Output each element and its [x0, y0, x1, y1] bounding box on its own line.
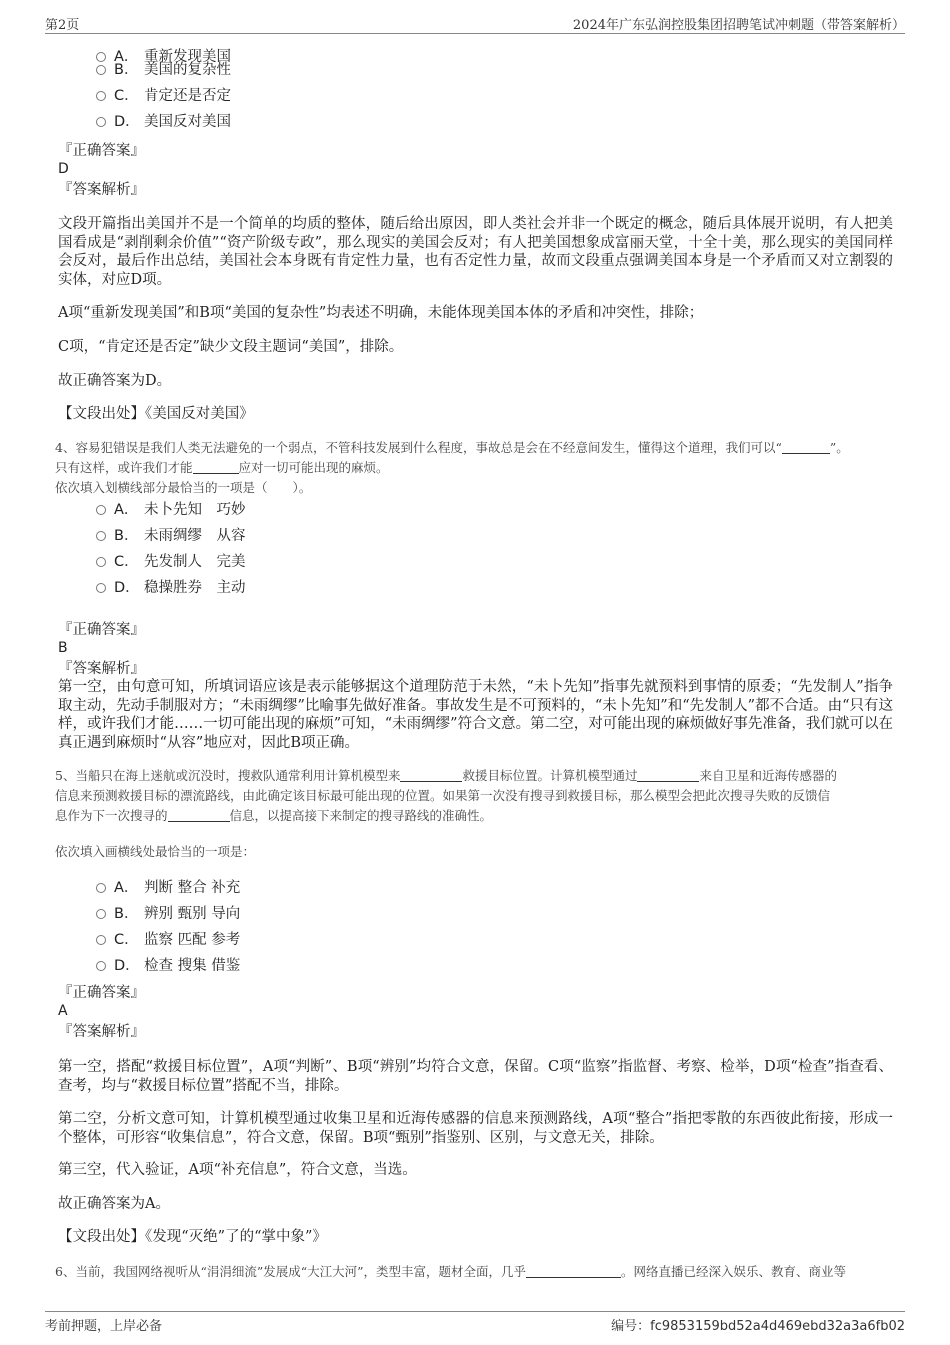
q5-answer: A: [58, 1003, 68, 1019]
radio-icon[interactable]: [96, 505, 106, 515]
q3-option-b[interactable]: B． 美国的复杂性: [96, 60, 231, 80]
header-divider: [45, 33, 905, 34]
q3-source: 【文段出处】《美国反对美国》: [58, 406, 254, 422]
radio-icon[interactable]: [96, 935, 106, 945]
radio-icon[interactable]: [96, 883, 106, 893]
fill-blank: [193, 460, 239, 474]
q3-answer-label: 『正确答案』: [58, 143, 145, 159]
q5-source: 【文段出处】《发现“灭绝”了的“掌中象”》: [58, 1229, 327, 1245]
q4-option-d[interactable]: D． 稳操胜券 主动: [96, 578, 246, 598]
radio-icon[interactable]: [96, 557, 106, 567]
fill-blank: [782, 440, 830, 454]
q5-analysis-paragraph: 故正确答案为A。: [58, 1196, 170, 1212]
q5-option-d[interactable]: D． 检查 搜集 借鉴: [96, 956, 240, 976]
q5-option-b[interactable]: B． 辨别 甄别 导向: [96, 904, 240, 924]
q3-analysis-paragraph: 故正确答案为D。: [58, 373, 172, 389]
q5-analysis-label: 『答案解析』: [58, 1024, 145, 1040]
q3-answer: D: [58, 161, 69, 177]
radio-icon[interactable]: [96, 531, 106, 541]
q5-analysis-paragraph: 第三空，代入验证，A项“补充信息”，符合文意，当选。: [58, 1162, 417, 1178]
document-title: 2024年广东弘润控股集团招聘笔试冲刺题（带答案解析）: [572, 18, 905, 33]
q3-analysis-paragraph: 文段开篇指出美国并不是一个简单的均质的整体，随后给出原因，即人类社会并非一个既定的概念，随后具体展开说明，有人把美国看成是“剥削剩余价值”“资产阶级专政”，那么现实的美国会反对；有人把美国想象成富丽天堂，十全十美，那么现实的美国同样会反对，最后作出总结，美国社会本身既有肯定性力量，也有否定性力量，故而文段重点强调美国本身是一个矛盾而又对立割裂的实体，对应D项。: [58, 216, 893, 288]
q5-analysis-paragraph: 第一空，搭配“救援目标位置”，A项“判断”、B项“辨别”均符合文意，保留。C项“监察”指监督、考察、检举，D项“检查”指查看、查考，均与“救援目标位置”搭配不当，排除。: [58, 1059, 893, 1094]
page-number: 第2页: [45, 18, 80, 33]
q4-stem: 4、容易犯错误是我们人类无法避免的一个弱点，不管科技发展到什么程度，事故总是会在不经意间发生，懂得这个道理，我们可以“ ”。 只有这样，或许我们才能 应对一切可能出现的麻烦。 依次填入划横线部分最恰当的一项是（ ）。: [55, 440, 849, 495]
fill-blank: [400, 768, 462, 782]
q4-option-a[interactable]: A． 未卜先知 巧妙: [96, 500, 246, 520]
q5-stem: 5、当船只在海上迷航或沉没时，搜救队通常利用计算机模型来 救援目标位置。计算机模型通过 来自卫星和近海传感器的 信息来预测救援目标的漂流路线，由此确定该目标最可能出现的位置。如果第一次没有搜寻到救援目标，那么模型会把此次搜寻失败的反馈信 息作为下一次搜寻的 信息，以提高接下来制定的搜寻路线的准确性。: [55, 768, 837, 823]
radio-icon[interactable]: [96, 961, 106, 971]
q4-option-b[interactable]: B． 未雨绸缪 从容: [96, 526, 246, 546]
radio-icon[interactable]: [96, 117, 106, 127]
footer-slogan: 考前押题，上岸必备: [45, 1319, 163, 1334]
q4-option-c[interactable]: C． 先发制人 完美: [96, 552, 246, 572]
q4-analysis-paragraph: 第一空，由句意可知，所填词语应该是表示能够据这个道理防范于未然，“未卜先知”指事先就预料到事情的原委；“先发制人”指争取主动，先动手制服对方；“未雨绸缪”比喻事先做好准备。事故发生是不可预料的，“未卜先知”和“先发制人”都不合适。由“只有这样，或许我们才能……一切可能出现的麻烦”可知，“未雨绸缪”符合文意。第二空，对可能出现的麻烦做好事先准备，我们就可以在真正遇到麻烦时“从容”地应对，因此B项正确。: [58, 679, 893, 751]
q3-option-c[interactable]: C． 肯定还是否定: [96, 86, 231, 106]
q5-option-c[interactable]: C． 监察 匹配 参考: [96, 930, 240, 950]
q4-analysis-label: 『答案解析』: [58, 661, 145, 677]
radio-icon[interactable]: [96, 91, 106, 101]
radio-icon[interactable]: [96, 65, 106, 75]
q3-option-d[interactable]: D． 美国反对美国: [96, 112, 231, 132]
q5-analysis-paragraph: 第二空，分析文意可知，计算机模型通过收集卫星和近海传感器的信息来预测路线，A项“整合”指把零散的东西彼此衔接，形成一个整体，可形容“收集信息”，符合文意，保留。B项“甄别”指鉴别、区别，与文意无关，排除。: [58, 1111, 893, 1146]
radio-icon[interactable]: [96, 909, 106, 919]
q4-answer: B: [58, 640, 68, 656]
fill-blank: [637, 768, 699, 782]
q3-analysis-label: 『答案解析』: [58, 182, 145, 198]
q5-instruction: 依次填入画横线处最恰当的一项是：: [55, 844, 256, 859]
q6-stem: 6、当前，我国网络视听从“涓涓细流”发展成“大江大河”，类型丰富，题材全面，几乎 。网络直播已经深入娱乐、教育、商业等: [55, 1264, 847, 1279]
page-header: [45, 14, 905, 32]
q3-option-a[interactable]: A． 重新发现美国: [96, 47, 231, 67]
q5-option-a[interactable]: A． 判断 整合 补充: [96, 878, 240, 898]
q4-instruction: 依次填入划横线部分最恰当的一项是（ ）。: [55, 480, 312, 495]
q3-analysis-paragraph: C项，“肯定还是否定”缺少文段主题词“美国”，排除。: [58, 339, 404, 355]
q3-analysis-paragraph: A项“重新发现美国”和B项“美国的复杂性”均表述不明确，未能体现美国本体的矛盾和冲突性，排除；: [58, 305, 704, 321]
q5-answer-label: 『正确答案』: [58, 985, 145, 1001]
fill-blank: [168, 808, 230, 822]
q4-answer-label: 『正确答案』: [58, 622, 145, 638]
footer-divider: [45, 1311, 905, 1312]
radio-icon[interactable]: [96, 583, 106, 593]
document-code: 编号：fc9853159bd52a4d469ebd32a3a6fb02: [611, 1319, 905, 1334]
page-footer: [45, 1315, 905, 1333]
fill-blank: [526, 1264, 621, 1278]
